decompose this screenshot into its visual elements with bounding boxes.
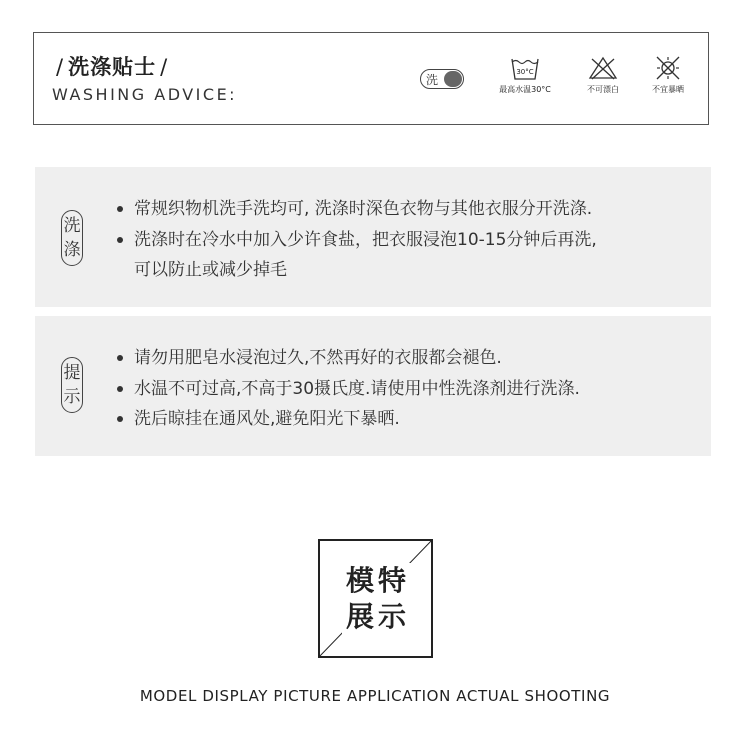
care-caption-wash: 最高水温30°C xyxy=(499,85,551,94)
wash-tub-30-icon xyxy=(510,55,540,81)
bullet-icon xyxy=(117,206,123,212)
list-item: 水温不可过高,不高于30摄氏度.请使用中性洗涤剂进行洗涤. xyxy=(117,374,580,405)
wash-temp-text: 30°C xyxy=(516,68,534,76)
model-title: 模特 展示 xyxy=(342,563,414,635)
toggle-knob xyxy=(444,71,462,87)
no-sun-dry-icon xyxy=(653,55,683,81)
title-en: WASHING ADVICE: xyxy=(52,85,238,104)
toggle-label: 洗 xyxy=(426,73,439,87)
list-item: 请勿用肥皂水浸泡过久,不然再好的衣服都会褪色. xyxy=(117,343,580,374)
title-cn-text: 洗涤贴士 xyxy=(68,55,157,79)
no-bleach-icon xyxy=(587,55,619,81)
bullet-icon xyxy=(117,386,123,392)
model-display-box xyxy=(318,539,433,658)
wash-badge: 洗 涤 xyxy=(61,210,83,266)
model-subtitle: MODEL DISPLAY PICTURE APPLICATION ACTUAL SHOOTING xyxy=(139,687,611,705)
wash-toggle-icon xyxy=(420,69,464,89)
care-caption-no-bleach: 不可漂白 xyxy=(587,85,619,94)
title-cn: / 洗涤贴士 / xyxy=(56,55,169,79)
wash-panel xyxy=(35,167,711,307)
list-item: 洗涤时在冷水中加入少许食盐，把衣服浸泡10-15分钟后再洗, xyxy=(117,225,597,256)
bullet-icon xyxy=(117,237,123,243)
list-item: 常规织物机洗手洗均可, 洗涤时深色衣物与其他衣服分开洗涤. xyxy=(117,194,597,225)
care-item-no-sun xyxy=(633,55,703,95)
list-item-continuation: 可以防止或减少掉毛 xyxy=(134,260,287,280)
care-caption-no-sun: 不宜暴晒 xyxy=(652,85,684,94)
care-item-no-bleach xyxy=(568,55,638,95)
tips-panel xyxy=(35,316,711,456)
wash-lines xyxy=(117,194,597,286)
washing-advice-header xyxy=(33,32,709,125)
bullet-icon xyxy=(117,416,123,422)
bullet-icon xyxy=(117,355,123,361)
care-item-wash-30 xyxy=(490,55,560,95)
tips-lines xyxy=(117,343,580,435)
list-item: 洗后晾挂在通风处,避免阳光下暴晒. xyxy=(117,404,580,435)
tips-badge: 提 示 xyxy=(61,357,83,413)
